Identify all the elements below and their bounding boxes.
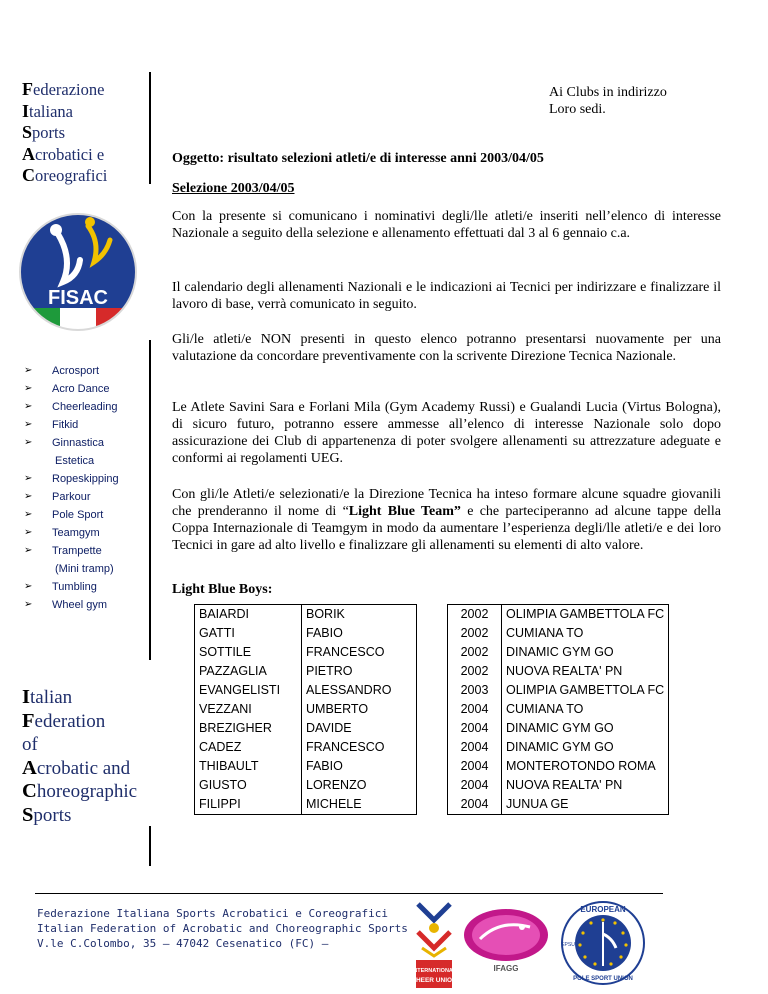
org-title-line: Sports (22, 122, 66, 142)
year-cell: 2002 (448, 643, 502, 662)
footer-line: Federazione Italiana Sports Acrobatici e Coreografici (37, 907, 388, 920)
sports-item: ➢ Tumbling (22, 578, 119, 596)
org-title-line: Federation (22, 709, 106, 732)
column-gap (417, 624, 448, 643)
org-title-line: Coreografici (22, 165, 108, 185)
firstname-cell: PIETRO (302, 662, 417, 681)
epsu-bottom-text: POLE SPORT UNION (573, 976, 633, 982)
column-gap (417, 719, 448, 738)
org-title-line: Sports (22, 803, 72, 826)
org-title-line: of (22, 734, 38, 755)
european-pole-sport-union-logo (560, 900, 646, 986)
year-cell: 2004 (448, 719, 502, 738)
firstname-cell: FABIO (302, 624, 417, 643)
club-cell: CUMIANA TO (502, 624, 669, 643)
surname-cell: SOTTILE (195, 643, 302, 662)
arrow-bullet-icon: ➢ (24, 509, 33, 520)
column-gap (417, 795, 448, 815)
table-row (195, 719, 669, 738)
sports-item: ➢ Fitkid (22, 416, 119, 434)
arrow-bullet-icon: ➢ (24, 581, 33, 592)
team-name: Light Blue Team” (348, 504, 461, 519)
year-cell: 2004 (448, 757, 502, 776)
section-heading: Selezione 2003/04/05 (172, 181, 295, 196)
org-title-english (22, 686, 137, 827)
left-divider (149, 826, 151, 866)
ifagg-logo (460, 905, 552, 975)
sports-item: ➢ Parkour (22, 488, 119, 506)
firstname-cell: DAVIDE (302, 719, 417, 738)
org-title-line: Federazione (22, 79, 105, 99)
column-gap (417, 700, 448, 719)
svg-text:CHEER UNION: CHEER UNION (411, 977, 457, 984)
arrow-bullet-icon: ➢ (24, 401, 33, 412)
year-cell: 2002 (448, 605, 502, 625)
club-cell: NUOVA REALTA' PN (502, 662, 669, 681)
fisac-logo (18, 204, 138, 348)
body-paragraph: Con la presente si comunicano i nominativi degli/lle atleti/e inseriti nell’elenco di interesse Nazionale a seguito della selezione e allenamento effettuati dal 3 al 6 gennaio c.a. (172, 209, 721, 241)
org-title-line: Italian (22, 686, 73, 708)
club-cell: DINAMIC GYM GO (502, 738, 669, 757)
firstname-cell: ALESSANDRO (302, 681, 417, 700)
year-cell: 2002 (448, 624, 502, 643)
firstname-cell: LORENZO (302, 776, 417, 795)
firstname-cell: FABIO (302, 757, 417, 776)
footer-line: Italian Federation of Acrobatic and Choreographic Sports (37, 922, 408, 935)
body-paragraph: Il calendario degli allenamenti Nazionali e le indicazioni ai Tecnici per indirizzare e finalizzare il lavoro di base, verrà comunicato in seguito. (172, 280, 721, 312)
sports-item: ➢ Trampette (22, 542, 119, 560)
table-row (195, 643, 669, 662)
logo-text: FISAC (48, 287, 108, 309)
left-divider (149, 340, 151, 660)
sports-item-continuation: (Mini tramp) (55, 563, 114, 575)
arrow-bullet-icon: ➢ (24, 599, 33, 610)
surname-cell: GATTI (195, 624, 302, 643)
year-cell: 2004 (448, 700, 502, 719)
arrow-bullet-icon: ➢ (24, 491, 33, 502)
firstname-cell: FRANCESCO (302, 643, 417, 662)
svg-text:INTERNATIONAL: INTERNATIONAL (411, 968, 457, 974)
club-cell: DINAMIC GYM GO (502, 643, 669, 662)
org-title-line: Italiana (22, 100, 73, 121)
surname-cell: CADEZ (195, 738, 302, 757)
club-cell: JUNUA GE (502, 795, 669, 815)
epsu-top-text: EUROPEAN (580, 905, 626, 914)
subject-line: Oggetto: risultato selezioni atleti/e di interesse anni 2003/04/05 (172, 151, 544, 166)
surname-cell: BAIARDI (195, 605, 302, 625)
surname-cell: THIBAULT (195, 757, 302, 776)
surname-cell: GIUSTO (195, 776, 302, 795)
footer-line: V.le C.Colombo, 35 – 47042 Cesenatico (FC) – (37, 937, 329, 950)
column-gap (417, 643, 448, 662)
year-cell: 2004 (448, 776, 502, 795)
sports-list (22, 362, 119, 614)
firstname-cell: FRANCESCO (302, 738, 417, 757)
international-cheer-union-logo (411, 898, 457, 990)
sports-item: ➢ Acrosport (22, 362, 119, 380)
arrow-bullet-icon: ➢ (24, 365, 33, 376)
year-cell: 2004 (448, 795, 502, 815)
arrow-bullet-icon: ➢ (24, 419, 33, 430)
sports-item: ➢ Ropeskipping (22, 470, 119, 488)
org-title-line: Acrobatici e (22, 143, 105, 164)
org-title-italian (22, 79, 107, 187)
sports-item: ➢ Cheerleading (22, 398, 119, 416)
arrow-bullet-icon: ➢ (24, 437, 33, 448)
body-paragraph: Con gli/le Atleti/e selezionati/e la Direzione Tecnica ha inteso formare alcune squadre giovanili che prenderanno il nome di “Light Blue Team” e che parteciperanno ad alcune tappe della Coppa Internazionale di Teamgym in modo da aumentare l’esperienza degli/lle atleti/e e dei loro Tecnici in gare ad alto livello e finalizzare gli allenamenti su elementi di alto valore. (172, 487, 721, 553)
table-row (195, 700, 669, 719)
sports-item: ➢ Ginnastica (22, 434, 119, 452)
year-cell: 2002 (448, 662, 502, 681)
address-line: Ai Clubs in indirizzo (549, 85, 667, 100)
firstname-cell: UMBERTO (302, 700, 417, 719)
footer-address (37, 906, 408, 951)
table-row (195, 662, 669, 681)
roster-table (194, 604, 669, 815)
surname-cell: EVANGELISTI (195, 681, 302, 700)
address-line: Loro sedi. (549, 102, 606, 117)
surname-cell: FILIPPI (195, 795, 302, 815)
club-cell: NUOVA REALTA' PN (502, 776, 669, 795)
footer-rule (35, 893, 663, 894)
org-title-line: Acrobatic and (22, 756, 131, 779)
column-gap (417, 757, 448, 776)
club-cell: MONTEROTONDO ROMA (502, 757, 669, 776)
arrow-bullet-icon: ➢ (24, 383, 33, 394)
column-gap (417, 605, 448, 625)
table-row (195, 624, 669, 643)
arrow-bullet-icon: ➢ (24, 473, 33, 484)
arrow-bullet-icon: ➢ (24, 545, 33, 556)
column-gap (417, 776, 448, 795)
club-cell: DINAMIC GYM GO (502, 719, 669, 738)
firstname-cell: MICHELE (302, 795, 417, 815)
table-row (195, 681, 669, 700)
club-cell: CUMIANA TO (502, 700, 669, 719)
column-gap (417, 738, 448, 757)
year-cell: 2003 (448, 681, 502, 700)
epsu-side-text: EPSU (561, 942, 575, 948)
body-paragraph: Gli/le atleti/e NON presenti in questo elenco potranno presentarsi nuovamente per una valutazione da concordare preventivamente con la scrivente Direzione Tecnica Nazionale. (172, 332, 721, 364)
sports-item: ➢ Wheel gym (22, 596, 119, 614)
table-row (195, 795, 669, 815)
club-cell: OLIMPIA GAMBETTOLA FC (502, 605, 669, 625)
sports-item: ➢ Pole Sport (22, 506, 119, 524)
arrow-bullet-icon: ➢ (24, 527, 33, 538)
column-gap (417, 662, 448, 681)
table-row (195, 605, 669, 625)
column-gap (417, 681, 448, 700)
sports-item-continuation: Estetica (55, 455, 95, 467)
year-cell: 2004 (448, 738, 502, 757)
ifagg-label: IFAGG (493, 964, 519, 973)
firstname-cell: BORIK (302, 605, 417, 625)
body-paragraph: Le Atlete Savini Sara e Forlani Mila (Gym Academy Russi) e Gualandi Lucia (Virtus Bologna), di sicuro futuro, potranno essere ammesse all’elenco di interesse Nazionale solo dopo assicurazione dei Club di appartenenza di poter svolgere allenamenti su attrezzature adeguate e conformi ai regolamenti UEG. (172, 400, 721, 466)
roster-heading: Light Blue Boys: (172, 582, 273, 597)
surname-cell: PAZZAGLIA (195, 662, 302, 681)
table-row (195, 776, 669, 795)
table-row (195, 738, 669, 757)
org-title-line: Choreographic (22, 780, 138, 802)
club-cell: OLIMPIA GAMBETTOLA FC (502, 681, 669, 700)
sports-item: ➢ Acro Dance (22, 380, 119, 398)
surname-cell: VEZZANI (195, 700, 302, 719)
recipient-address (549, 84, 667, 118)
sports-item: ➢ Teamgym (22, 524, 119, 542)
left-divider (149, 72, 151, 184)
surname-cell: BREZIGHER (195, 719, 302, 738)
table-row (195, 757, 669, 776)
